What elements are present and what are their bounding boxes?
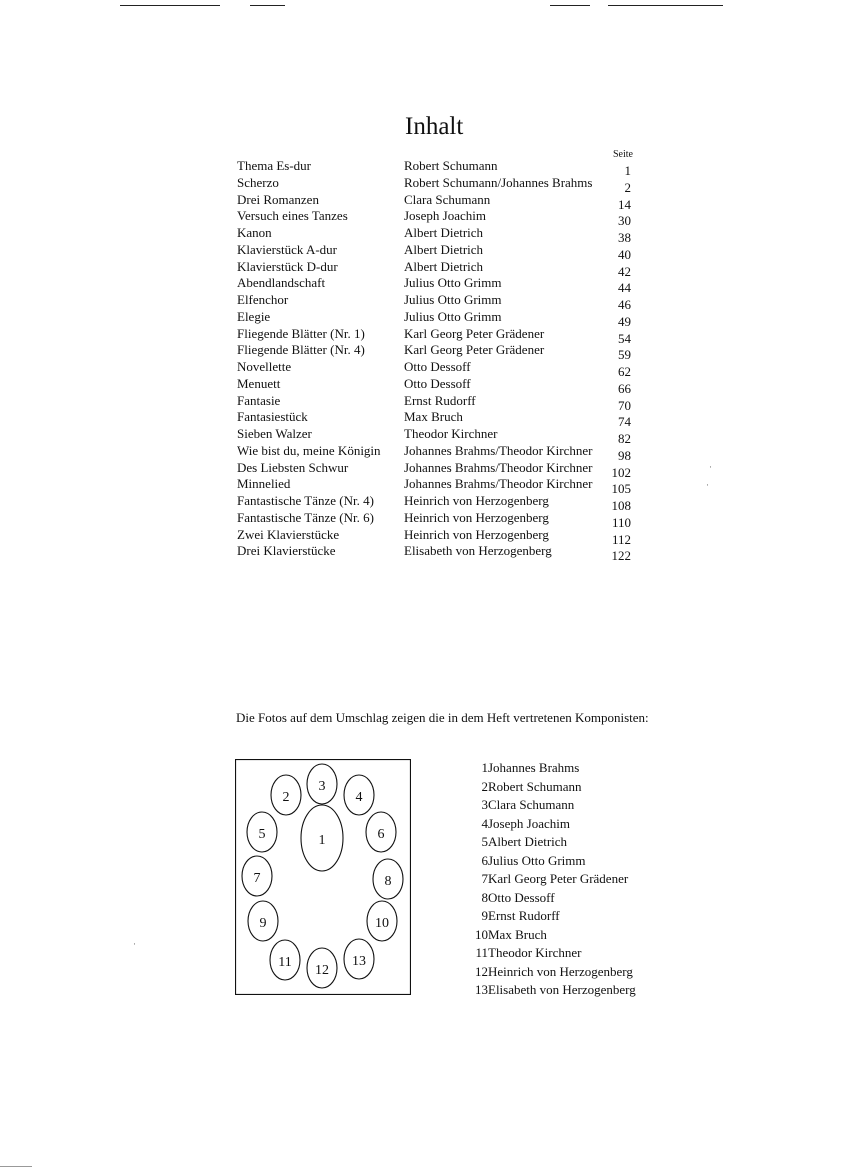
legend-composer-name: Johannes Brahms — [488, 760, 580, 775]
toc-composer: Johannes Brahms/Theodor Kirchner — [404, 476, 593, 492]
toc-piece-title: Fantastische Tänze (Nr. 6) — [237, 509, 374, 525]
legend-number: 7 — [481, 871, 488, 886]
legend-row — [460, 927, 680, 946]
toc-page-number: 62 — [618, 364, 631, 379]
toc-piece-title: Scherzo — [237, 174, 279, 190]
cover-photo-diagram — [235, 759, 411, 995]
toc-composer: Max Bruch — [404, 409, 463, 425]
toc-row — [237, 409, 637, 430]
legend-number: 12 — [475, 963, 488, 979]
toc-piece-title: Des Liebsten Schwur — [237, 459, 349, 475]
toc-composer: Ernst Rudorff — [404, 392, 476, 408]
toc-row — [237, 158, 637, 178]
toc-page-number: 66 — [618, 380, 631, 396]
legend-row — [460, 834, 680, 853]
legend-composer-name: Elisabeth von Herzogenberg — [488, 982, 636, 997]
page-title: Inhalt — [405, 113, 464, 140]
toc-composer: Robert Schumann — [404, 158, 498, 173]
top-rule-2 — [250, 5, 285, 6]
toc-page-number: 30 — [618, 213, 631, 229]
legend-composer-name: Joseph Joachim — [488, 815, 570, 831]
toc-page-number: 2 — [624, 179, 631, 195]
toc-composer: Julius Otto Grimm — [404, 292, 502, 307]
toc-piece-title: Fantasie — [237, 392, 281, 408]
toc-page-number: 110 — [611, 514, 631, 530]
scan-speck: · — [706, 480, 709, 490]
toc-row — [237, 459, 637, 480]
scan-speck: · — [709, 462, 712, 472]
toc-composer: Otto Dessoff — [404, 359, 471, 374]
legend-row — [460, 816, 680, 835]
photo-spot-number: 1 — [318, 833, 326, 848]
photo-spot-number: 13 — [352, 954, 366, 969]
toc-row — [237, 426, 637, 446]
toc-piece-title: Minnelied — [237, 476, 291, 492]
toc-page-number: 1 — [624, 163, 631, 178]
toc-composer: Albert Dietrich — [404, 258, 484, 274]
legend-row — [460, 871, 680, 890]
toc-page-number: 102 — [611, 464, 631, 480]
legend-number: 3 — [481, 797, 488, 812]
toc-row — [237, 225, 637, 245]
toc-page-number: 122 — [611, 548, 631, 564]
composer-legend — [460, 760, 680, 1001]
toc-row — [237, 275, 637, 296]
toc-page-number: 70 — [618, 397, 631, 413]
toc-piece-title: Menuett — [237, 375, 281, 391]
toc-composer: Karl Georg Peter Grädener — [404, 342, 545, 358]
toc-row — [237, 325, 637, 346]
toc-composer: Elisabeth von Herzogenberg — [404, 543, 552, 559]
legend-row — [460, 908, 680, 927]
legend-row — [460, 797, 680, 816]
photo-spot-number: 6 — [377, 827, 385, 842]
toc-piece-title: Elegie — [237, 308, 271, 324]
toc-row — [237, 375, 637, 396]
legend-number: 10 — [475, 926, 488, 942]
toc-row — [237, 342, 637, 363]
legend-composer-name: Albert Dietrich — [488, 834, 568, 849]
toc-composer: Johannes Brahms/Theodor Kirchner — [404, 459, 593, 475]
toc-row — [237, 543, 637, 564]
cover-caption: Die Fotos auf dem Umschlag zeigen die in dem Heft vertretenen Komponisten: — [236, 710, 649, 725]
photo-spot-number: 12 — [315, 963, 329, 978]
legend-composer-name: Otto Dessoff — [488, 889, 555, 905]
toc-row — [237, 191, 637, 212]
toc-composer: Joseph Joachim — [404, 208, 486, 224]
toc-piece-title: Drei Klavierstücke — [237, 543, 336, 559]
toc-composer: Julius Otto Grimm — [404, 275, 502, 291]
toc-row — [237, 308, 637, 329]
legend-number: 5 — [481, 834, 488, 849]
toc-row — [237, 509, 637, 530]
toc-composer: Clara Schumann — [404, 191, 491, 207]
toc-page-number: 74 — [618, 414, 631, 430]
scan-speck: · — [133, 939, 136, 949]
toc-row — [237, 174, 637, 195]
toc-row — [237, 208, 637, 229]
toc-row — [237, 258, 637, 279]
toc-composer: Karl Georg Peter Grädener — [404, 325, 545, 341]
toc-row — [237, 359, 637, 379]
legend-row — [460, 779, 680, 798]
legend-number: 2 — [481, 778, 488, 794]
legend-row — [460, 760, 680, 779]
legend-composer-name: Karl Georg Peter Grädener — [488, 871, 629, 886]
toc-composer: Albert Dietrich — [404, 241, 484, 257]
toc-page-number: 49 — [618, 313, 631, 329]
top-rule-3 — [550, 5, 590, 6]
legend-number: 8 — [481, 889, 488, 905]
top-rule-1 — [120, 5, 220, 6]
legend-composer-name: Julius Otto Grimm — [488, 852, 586, 868]
photo-spot-number: 10 — [375, 916, 389, 931]
toc-page-number: 40 — [618, 246, 631, 262]
legend-number: 4 — [481, 815, 488, 831]
toc-composer: Robert Schumann/Johannes Brahms — [404, 174, 593, 190]
toc-piece-title: Versuch eines Tanzes — [237, 208, 348, 224]
legend-composer-name: Clara Schumann — [488, 797, 575, 812]
toc-page-number: 108 — [611, 498, 631, 513]
legend-row — [460, 945, 680, 964]
toc-piece-title: Zwei Klavierstücke — [237, 526, 340, 542]
toc-composer: Otto Dessoff — [404, 375, 471, 391]
toc-page-number: 44 — [618, 280, 631, 296]
legend-number: 11 — [475, 945, 488, 960]
toc-piece-title: Abendlandschaft — [237, 275, 326, 291]
toc-piece-title: Novellette — [237, 359, 292, 374]
toc-piece-title: Fliegende Blätter (Nr. 4) — [237, 342, 365, 358]
legend-number: 13 — [475, 982, 488, 997]
toc-page-number: 82 — [618, 431, 631, 446]
toc-page-number: 38 — [618, 230, 631, 245]
toc-piece-title: Klavierstück D-dur — [237, 258, 338, 274]
photo-spot-number: 9 — [259, 916, 267, 931]
photo-spot-number: 5 — [258, 827, 266, 842]
legend-row — [460, 853, 680, 872]
photo-spot-number: 4 — [355, 790, 363, 805]
toc-row — [237, 442, 637, 463]
legend-row — [460, 890, 680, 909]
legend-composer-name: Max Bruch — [488, 926, 547, 942]
toc-composer: Heinrich von Herzogenberg — [404, 509, 549, 525]
toc-composer: Albert Dietrich — [404, 225, 484, 240]
legend-row — [460, 982, 680, 1001]
toc-page-number: 14 — [618, 196, 631, 212]
legend-composer-name: Ernst Rudorff — [488, 908, 560, 923]
photo-spot-number: 11 — [278, 955, 292, 970]
toc-piece-title: Klavierstück A-dur — [237, 241, 338, 257]
toc-page-number: 105 — [611, 481, 631, 497]
legend-number: 6 — [481, 852, 488, 868]
photo-spot-number: 2 — [282, 790, 290, 805]
toc-composer: Theodor Kirchner — [404, 426, 498, 441]
toc-row — [237, 292, 637, 312]
toc-page-number: 98 — [618, 447, 631, 463]
legend-composer-name: Theodor Kirchner — [488, 945, 582, 960]
toc-row — [237, 392, 637, 413]
toc-page-number: 42 — [618, 263, 631, 279]
page-column-label: Seite — [613, 149, 633, 160]
toc-row — [237, 241, 637, 262]
table-of-contents — [237, 158, 637, 564]
toc-composer: Julius Otto Grimm — [404, 308, 502, 324]
toc-row — [237, 476, 637, 497]
toc-piece-title: Sieben Walzer — [237, 426, 312, 441]
toc-page-number: 112 — [611, 531, 631, 547]
photo-spot-number: 3 — [318, 779, 326, 794]
toc-composer: Heinrich von Herzogenberg — [404, 526, 549, 542]
legend-row — [460, 964, 680, 983]
photo-spot-number: 8 — [384, 874, 392, 889]
toc-piece-title: Wie bist du, meine Königin — [237, 442, 381, 458]
bottom-rule — [0, 1166, 32, 1167]
toc-page-number: 46 — [618, 297, 631, 312]
legend-composer-name: Robert Schumann — [488, 778, 582, 794]
toc-piece-title: Kanon — [237, 225, 272, 240]
toc-piece-title: Elfenchor — [237, 292, 289, 307]
toc-composer: Heinrich von Herzogenberg — [404, 493, 549, 508]
toc-row — [237, 493, 637, 513]
toc-piece-title: Fantasiestück — [237, 409, 308, 425]
toc-composer: Johannes Brahms/Theodor Kirchner — [404, 442, 593, 458]
legend-number: 1 — [481, 760, 488, 775]
toc-row — [237, 526, 637, 547]
toc-page-number: 59 — [618, 347, 631, 363]
legend-number: 9 — [481, 908, 488, 923]
photo-spot-number: 7 — [253, 871, 261, 886]
toc-page-number: 54 — [618, 330, 631, 346]
top-rule-4 — [608, 5, 723, 6]
toc-piece-title: Fantastische Tänze (Nr. 4) — [237, 493, 374, 508]
toc-piece-title: Fliegende Blätter (Nr. 1) — [237, 325, 365, 341]
legend-composer-name: Heinrich von Herzogenberg — [488, 963, 633, 979]
toc-piece-title: Drei Romanzen — [237, 191, 319, 207]
toc-piece-title: Thema Es-dur — [237, 158, 312, 173]
